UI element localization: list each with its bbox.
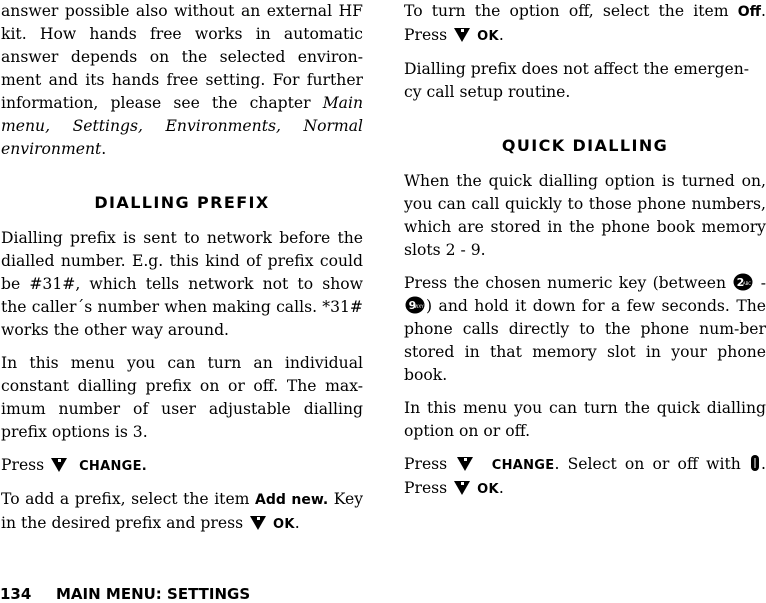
softkey-icon — [453, 27, 471, 43]
right-column — [404, 0, 766, 511]
paragraph-text: ) and hold it down for a few seconds. The phone calls directly to the phone num-ber stored in that memory slot in your phone book. — [404, 297, 766, 384]
press-text: Press — [404, 455, 448, 473]
period: . — [101, 140, 107, 158]
page-footer — [0, 585, 250, 603]
softkey-label-change: CHANGE — [79, 459, 142, 474]
paragraph-press-change-select — [404, 453, 766, 501]
period: . — [141, 459, 148, 474]
paragraph-press-change — [1, 454, 363, 478]
menu-item-add-new: Add new. — [255, 492, 329, 508]
svg-text:WXY: WXY — [414, 304, 424, 309]
paragraph-text: To turn the option off, select the item — [404, 2, 738, 20]
menu-item-off: Off — [737, 4, 762, 20]
softkey-icon — [453, 480, 471, 496]
scroll-key-icon — [750, 454, 760, 472]
softkey-label-ok: OK — [477, 29, 499, 44]
softkey-label-ok: OK — [477, 482, 499, 497]
press-text: Press — [1, 456, 45, 474]
paragraph-quick-description: When the quick dialling option is turned on, you can call quickly to those phone numbers, which are stored in the phone book memory slots 2 - 9. — [404, 172, 766, 259]
period: . — [498, 479, 504, 497]
key-2-label: 2 — [737, 276, 745, 289]
paragraph-emergency: Dialling prefix does not affect the emergen-cy call setup routine. — [404, 60, 750, 101]
paragraph-press-numeric — [404, 272, 766, 387]
softkey-label-ok: OK — [273, 517, 295, 532]
softkey-label-change: CHANGE — [491, 458, 555, 473]
chapter-reference: Main menu, Settings, Environments, Normal environment — [1, 94, 363, 158]
paragraph-text: . Select on or off with — [554, 455, 741, 473]
paragraph-text: answer possible also without an external HF kit. How hands free works in automatic answer depends on the selected environ-ment and its hands free setting. For further information, please see the chapter — [1, 2, 363, 112]
paragraph-text: Press the chosen numeric key (between — [404, 274, 727, 292]
period: . — [498, 26, 504, 44]
paragraph-quick-menu: In this menu you can turn the quick dialling option on or off. — [404, 399, 766, 440]
page-number: 134 — [0, 585, 32, 603]
paragraph-turn-off — [404, 0, 766, 48]
softkey-icon — [249, 515, 267, 531]
period: . — [294, 514, 300, 532]
section-title: MAIN MENU: SETTINGS — [56, 585, 251, 603]
heading-dialling-prefix: DIALLING PREFIX — [94, 193, 270, 212]
paragraph-automatic-answer — [1, 0, 363, 161]
paragraph-add-prefix — [1, 488, 363, 536]
paragraph-text: . Press — [404, 455, 766, 497]
numeric-key-2-icon — [733, 273, 753, 291]
dash: - — [760, 274, 766, 292]
svg-text:ABC: ABC — [743, 281, 752, 286]
paragraph-text: Key in the desired prefix and press — [1, 490, 363, 532]
left-column — [1, 0, 363, 546]
softkey-icon — [456, 456, 474, 472]
paragraph-text: To add a prefix, select the item — [1, 490, 256, 508]
numeric-key-9-icon — [405, 296, 425, 314]
paragraph-text: . Press — [404, 2, 766, 44]
paragraph-prefix-menu: In this menu you can turn an individual constant dialling prefix on or off. The max-imum number of user adjustable dialling prefix options is 3. — [1, 354, 363, 441]
softkey-icon — [50, 457, 68, 473]
paragraph-prefix-description: Dialling prefix is sent to network before the dialled number. E.g. this kind of prefix could be #31#, which tells network not to show the caller´s number when making calls. *31# works the other way around. — [1, 229, 363, 339]
key-9-label: 9 — [408, 299, 417, 312]
heading-quick-dialling: QUICK DIALLING — [501, 136, 669, 155]
